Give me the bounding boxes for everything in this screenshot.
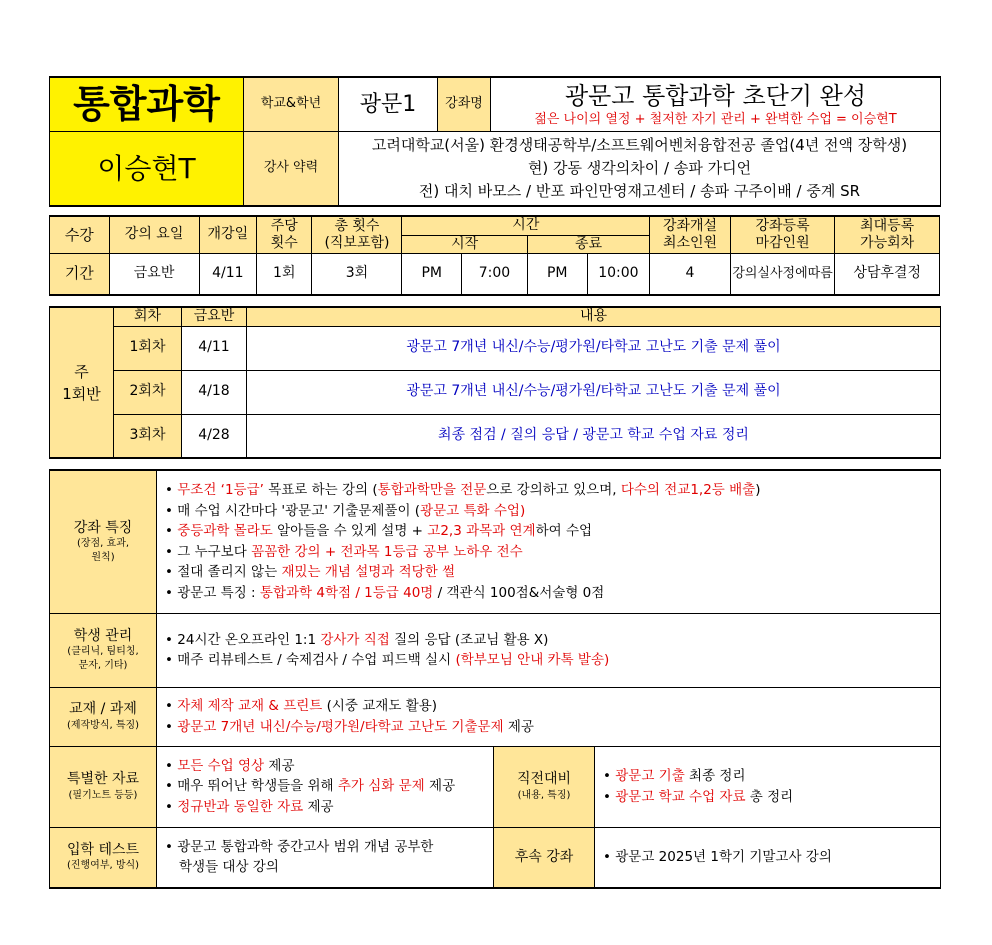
career-line-2: 현) 강동 생각의차이 / 송파 가디언	[527, 158, 752, 177]
content-3: 최종 점검 / 질의 응답 / 광문고 학교 수업 자료 정리	[247, 414, 941, 458]
course-title-cell	[491, 77, 941, 131]
course-title: 광문고 통합과학 초단기 완성	[564, 81, 867, 110]
date-2: 4/18	[182, 370, 247, 414]
follow-line: • 광문고 2025년 1학기 기말고사 강의	[603, 847, 934, 868]
period-label: 수강	[50, 216, 110, 254]
col-weekly: 주당 횟수	[257, 216, 312, 254]
details-table	[49, 469, 941, 889]
special-content	[157, 746, 494, 827]
day-value: 금요반	[109, 254, 199, 295]
textbook-line-1: • 자체 제작 교재 & 프린트 (시중 교재도 활용)	[165, 696, 934, 717]
date-1: 4/11	[182, 326, 247, 370]
max-people-value: 강의실사정에따름	[730, 254, 835, 295]
features-label: 강좌 특징 (장점, 효과, 원칙)	[50, 470, 157, 613]
content-1: 광문고 7개년 내신/수능/평가원/타학교 고난도 기출 문제 풀이	[247, 326, 941, 370]
special-label: 특별한 자료 (필기노트 등등)	[50, 746, 157, 827]
col-total: 총 횟수 (직보포함)	[312, 216, 402, 254]
start-time: 7:00	[462, 254, 528, 295]
feature-line-2: • 매 수업 시간마다 '광문고' 기출문제풀이 (광문고 특화 수업)	[165, 501, 934, 522]
follow-label: 후속 강좌	[494, 827, 595, 888]
prep-line-2: • 광문고 학교 수업 자료 총 정리	[603, 787, 934, 808]
round-2: 2회차	[114, 370, 182, 414]
date-3: 4/28	[182, 414, 247, 458]
textbook-content	[157, 687, 941, 746]
col-max: 강좌등록 마감인원	[730, 216, 835, 254]
sessions-side-label: 주 1회반	[50, 307, 114, 458]
follow-content	[595, 827, 941, 888]
col-end: 종료	[527, 235, 649, 254]
prep-label: 직전대비 (내용, 특징)	[494, 746, 595, 827]
special-line-1: • 모든 수업 영상 제공	[165, 756, 487, 777]
col-start: 시작	[402, 235, 527, 254]
entrance-content	[157, 827, 494, 888]
end-time: 10:00	[587, 254, 650, 295]
min-people-value: 4	[650, 254, 731, 295]
feature-line-6: • 광문고 특징 : 통합과학 4학점 / 1등급 40명 / 객관식 100점&서술형 0점	[165, 583, 934, 604]
course-label: 강좌명	[438, 77, 491, 131]
feature-line-1: • 무조건 ‘1등급’ 목표로 하는 강의 (통합과학만을 전문으로 강의하고 있으며, 다수의 전교1,2등 배출)	[165, 480, 934, 501]
subject-title: 통합과학	[50, 77, 244, 131]
career-line-3: 전) 대치 바모스 / 반포 파인만영재고센터 / 송파 구주이배 / 중계 SR	[418, 181, 861, 200]
textbook-label: 교재 / 과제 (제작방식, 특징)	[50, 687, 157, 746]
teacher-name: 이승현T	[50, 131, 244, 206]
start-ampm: PM	[402, 254, 462, 295]
col-time: 시간	[402, 216, 650, 235]
school-value: 광문1	[339, 77, 438, 131]
col-content: 내용	[247, 307, 941, 326]
features-content	[157, 470, 941, 613]
entrance-line-2: 학생들 대상 강의	[179, 859, 279, 876]
management-content	[157, 613, 941, 687]
management-line-1: • 24시간 온오프라인 1:1 강사가 직접 질의 응답 (조교님 활용 X)	[165, 630, 934, 651]
period-label-2: 기간	[50, 254, 110, 295]
course-slogan: 젊은 나이의 열정 + 철저한 자기 관리 + 완벽한 수업 = 이승현T	[534, 111, 897, 127]
max-sessions-value: 상담후결정	[835, 254, 940, 295]
entrance-line-1: • 광문고 통합과학 중간고사 범위 개념 공부한	[165, 837, 487, 858]
end-ampm: PM	[527, 254, 587, 295]
special-line-2: • 매우 뛰어난 학생들을 위해 추가 심화 문제 제공	[165, 776, 487, 797]
col-open: 개강일	[199, 216, 257, 254]
col-day: 강의 요일	[109, 216, 199, 254]
col-round: 회차	[114, 307, 182, 326]
col-min: 강좌개설 최소인원	[650, 216, 731, 254]
management-label: 학생 관리 (클리닉, 팀티칭, 문자, 기타)	[50, 613, 157, 687]
feature-line-3: • 중등과학 몰라도 알아들을 수 있게 설명 + 고2,3 과목과 연계하여 수업	[165, 521, 934, 542]
career-cell	[339, 131, 941, 206]
textbook-line-2: • 광문고 7개년 내신/수능/평가원/타학교 고난도 기출문제 제공	[165, 717, 934, 738]
header-table	[49, 76, 941, 207]
management-line-2: • 매주 리뷰테스트 / 숙제검사 / 수업 피드백 실시 (학부모님 안내 카톡 발송)	[165, 650, 934, 671]
weekly-value: 1회	[257, 254, 312, 295]
total-value: 3회	[312, 254, 402, 295]
open-date-value: 4/11	[199, 254, 257, 295]
round-1: 1회차	[114, 326, 182, 370]
col-session-day: 금요반	[182, 307, 247, 326]
career-label: 강사 약력	[244, 131, 339, 206]
feature-line-5: • 절대 졸리지 않는 재밌는 개념 설명과 적당한 썰	[165, 562, 934, 583]
special-line-3: • 정규반과 동일한 자료 제공	[165, 797, 487, 818]
content-2: 광문고 7개년 내신/수능/평가원/타학교 고난도 기출 문제 풀이	[247, 370, 941, 414]
school-label: 학교&학년	[244, 77, 339, 131]
schedule-table	[49, 215, 940, 296]
entrance-label: 입학 테스트 (진행여부, 방식)	[50, 827, 157, 888]
prep-line-1: • 광문고 기출 최종 정리	[603, 766, 934, 787]
career-line-1: 고려대학교(서울) 환경생태공학부/소프트웨어벤처융합전공 졸업(4년 전액 장학생)	[371, 135, 908, 154]
col-sessions: 최대등록 가능회차	[835, 216, 940, 254]
round-3: 3회차	[114, 414, 182, 458]
prep-content	[595, 746, 941, 827]
feature-line-4: • 그 누구보다 꼼꼼한 강의 + 전과목 1등급 공부 노하우 전수	[165, 542, 934, 563]
sessions-table	[49, 306, 941, 459]
